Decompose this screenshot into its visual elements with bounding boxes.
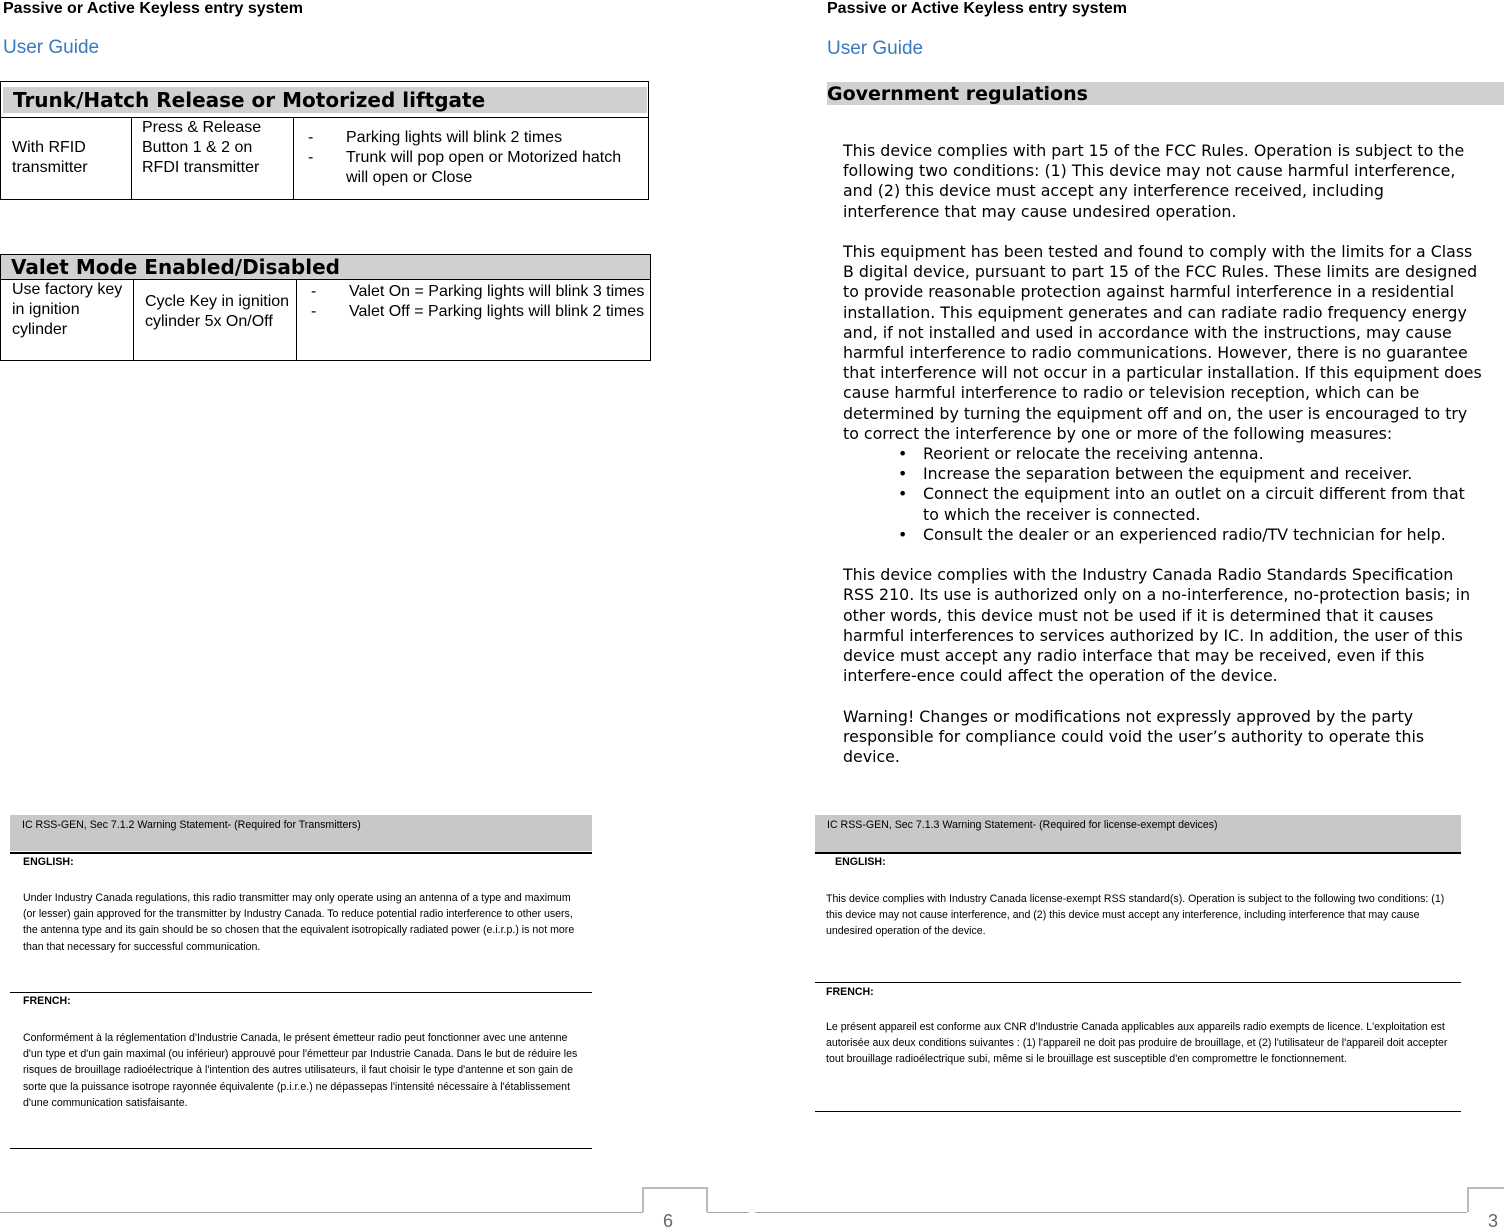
list-item: • Connect the equipment into an outlet on a circuit different from that to which the receiver is connected. [843,484,1483,524]
warning-paragraph: Warning! Changes or modifications not expressly approved by the party responsible for compliance could void the user’s authority to operate this device. [843,706,1425,767]
trunk-release-table-title: Trunk/Hatch Release or Motorized liftgate [3,87,647,113]
trunk-release-results [294,128,644,188]
list-item: • Reorient or relocate the receiving antenna. [843,444,1483,464]
valet-mode-table [0,254,651,361]
right-french-text: Le présent appareil est conforme aux CNR d'Industrie Canada applicables aux appareils radio exempts de licence. L'exploitation est autorisée aux deux conditions suivantes : (1) l'appareil ne doit pas produire de brouillage, et (2) l'utilisateur de l'appareil doit accepter tout brouillage radioélectrique subi, même si le brouillage est susceptible d'en compromettre le fonctionnement. [826,1021,1448,1066]
fcc-paragraph: This device complies with part 15 of the FCC Rules. Operation is subject to the following two conditions: (1) This device may not cause harmful interference, and (2) this device must accept any interference received, including interference that may cause undesired operation. [843,141,1465,221]
trunk-release-col2: Press & Release Button 1 & 2 on RFDI transmitter [142,119,262,176]
left-french-label: FRENCH: [23,995,71,1007]
valet-mode-col2: Cycle Key in ignition cylinder 5x On/Off [145,293,290,330]
result-item: - Valet Off = Parking lights will blink 2 times [311,303,645,320]
left-subheader: User Guide [3,37,100,58]
left-page-number: 6 [663,1211,674,1231]
right-warning-title-bar [815,815,1461,852]
left-french-text: Conformément à la réglementation d'Industrie Canada, le présent émetteur radio peut fonctionner avec une antenne d'un type et d'un gain maximal (ou inférieur) approuvé pour l'émetteur par Industrie Canada. Dans le but de réduire les risques de brouillage radioélectrique à l'intention des autres utilisateurs, il faut choisir le type d'antenne et son gain de sorte que la puissance isotrope rayonnée équivalente (p.i.r.e.) ne dépassepas l'intensité nécessaire à l'établissement d'une communication satisfaisante. [23,1032,578,1109]
right-warning-title: IC RSS-GEN, Sec 7.1.3 Warning Statement- (Required for license-exempt devices) [827,819,1218,831]
left-header: Passive or Active Keyless entry system [3,0,304,17]
valet-mode-results [297,282,649,322]
result-item: - Parking lights will blink 2 times [308,129,563,146]
measures-list [843,444,1483,545]
right-page-number: 3 [1488,1211,1499,1231]
left-page-tab [642,1187,708,1212]
left-warning-title-bar [10,815,592,851]
right-english-label: ENGLISH: [835,856,886,868]
right-header: Passive or Active Keyless entry system [827,0,1128,17]
result-item: - Trunk will pop open or Motorized hatch will open or Close [308,149,622,186]
trunk-release-col1: With RFID transmitter [12,139,88,176]
government-regulations-title: Government regulations [827,82,1504,105]
class-b-paragraph: This equipment has been tested and found to comply with the limits for a Class B digital device, pursuant to part 15 of the FCC Rules. These limits are designed to provide reasonable protection against harmful interference in a residential installation. This equipment generates and can radiate radio frequency energy and, if not installed and used in accordance with the instructions, may cause harmful interference to radio communications. However, there is no guarantee that interference will not occur in a particular installation. If this equipment does cause harmful interference to radio or television reception, which can be determined by turning the equipment off and on, the user is encouraged to try to correct the interference by one or more of the following measures: [843,242,1482,443]
right-subheader: User Guide [827,38,924,59]
right-french-label: FRENCH: [826,986,874,998]
industry-canada-paragraph: This device complies with the Industry Canada Radio Standards Specification RSS 210. Its use is authorized only on a no-interference, no-protection basis; in other words, this device must not be used if it is determined that it causes harmful interferences to services authorized by IC. In addition, the user of this device must accept any radio interface that may be received, even if this interfere-ence could affect the operation of the device. [843,565,1471,686]
left-english-text: Under Industry Canada regulations, this radio transmitter may only operate using an antenna of a type and maximum (or lesser) gain approved for the transmitter by Industry Canada. To reduce potential radio interference to other users, the antenna type and its gain should be so chosen that the equivalent isotropically radiated power (e.i.r.p.) is not more than that necessary for successful communication. [23,892,575,953]
trunk-release-table [0,81,649,200]
result-item: - Valet On = Parking lights will blink 3 times [311,283,645,300]
list-item: • Consult the dealer or an experienced radio/TV technician for help. [843,525,1483,545]
regulations-body [843,141,1483,767]
valet-mode-table-title: Valet Mode Enabled/Disabled [1,255,650,279]
left-english-label: ENGLISH: [23,856,74,868]
left-warning-title: IC RSS-GEN, Sec 7.1.2 Warning Statement- (Required for Transmitters) [22,819,361,831]
list-item: • Increase the separation between the equipment and receiver. [843,464,1483,484]
right-page-tab [1467,1187,1504,1212]
right-english-text: This device complies with Industry Canada license-exempt RSS standard(s). Operation is subject to the following two conditions: (1) this device may not cause interference, and (2) this device must accept any interference, including interference that may cause undesired operation of the device. [826,893,1445,938]
valet-mode-col1: Use factory key in ignition cylinder [12,281,123,338]
